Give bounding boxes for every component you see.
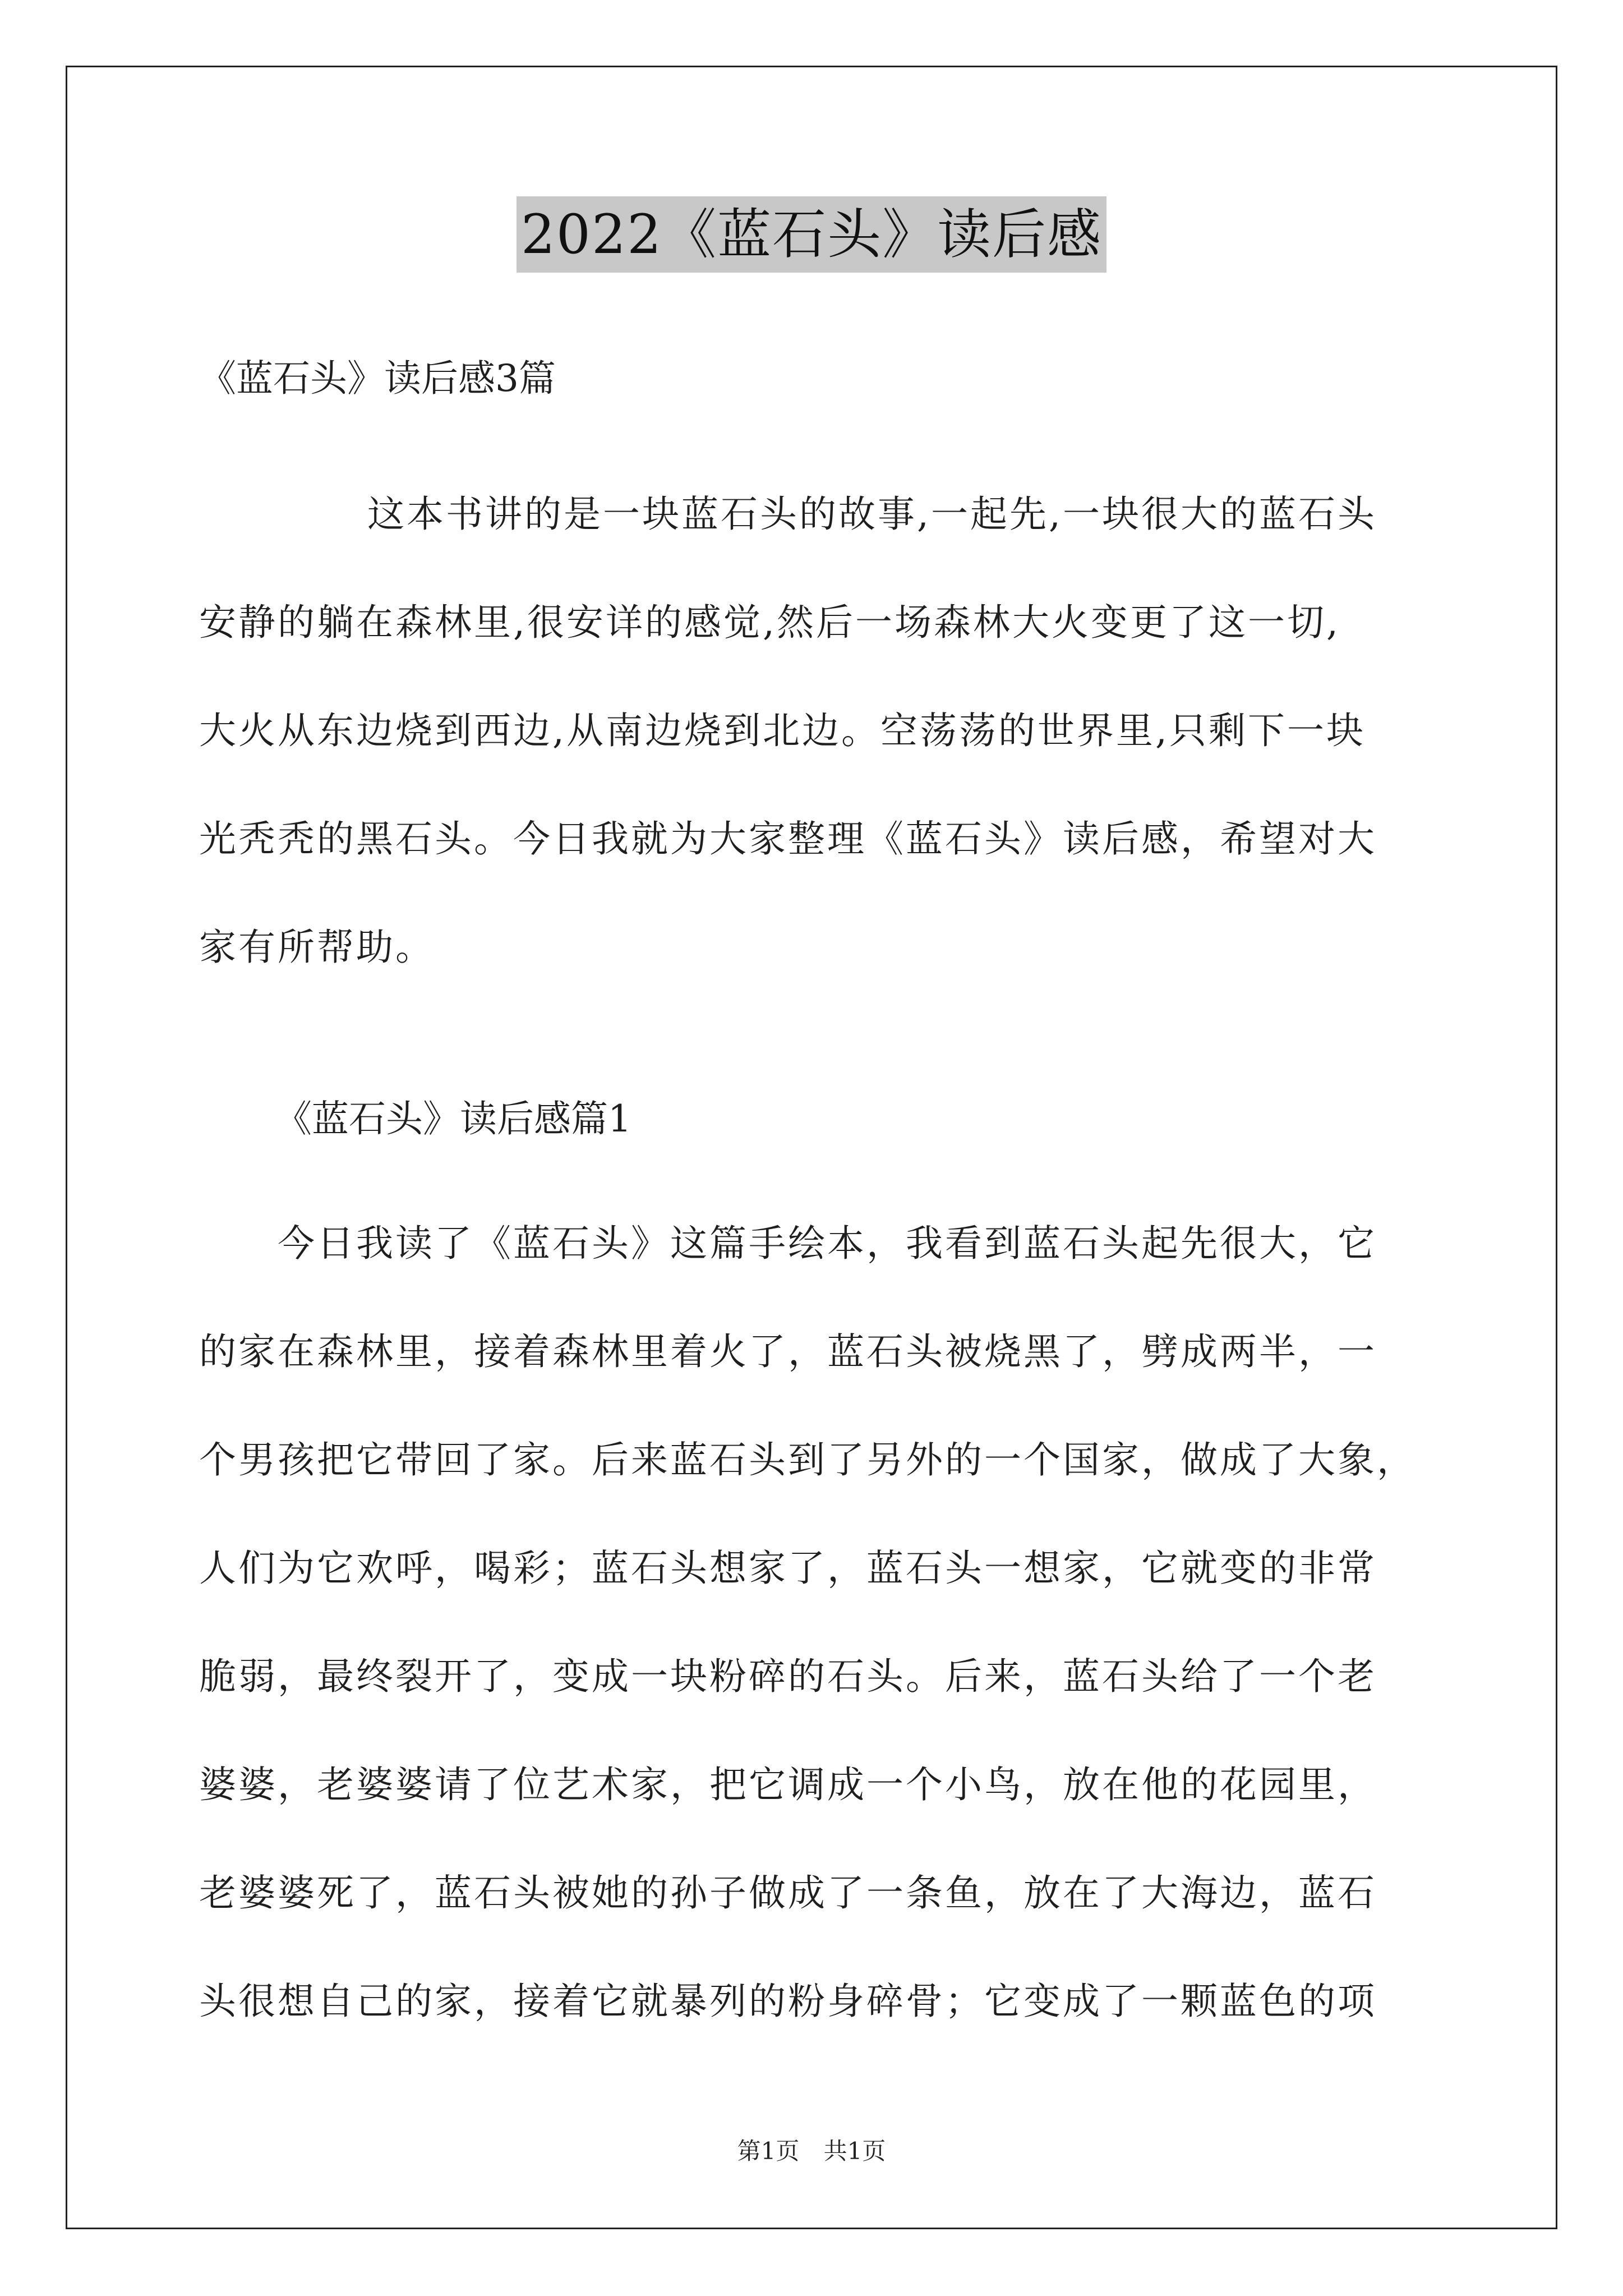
body-line: 的家在森林里，接着森林里着火了，蓝石头被烧黑了，劈成两半，一 — [199, 1330, 1377, 1373]
page-footer: 第1页 共1页 — [737, 2137, 886, 2165]
body-line: 脆弱，最终裂开了，变成一块粉碎的石头。后来，蓝石头给了一个老 — [199, 1655, 1377, 1698]
subtitle: 《蓝石头》读后感3篇 — [199, 357, 556, 400]
page-title: 2022《蓝石头》读后感 — [517, 196, 1106, 273]
intro-line: 安静的躺在森林里,很安详的感觉,然后一场森林大火变更了这一切, — [199, 601, 1340, 644]
body-line: 今日我读了《蓝石头》这篇手绘本，我看到蓝石头起先很大，它 — [278, 1222, 1377, 1265]
title-container — [0, 196, 1623, 273]
intro-paragraph — [199, 460, 1427, 1001]
body-line: 人们为它欢呼，喝彩；蓝石头想家了，蓝石头一想家，它就变的非常 — [199, 1547, 1377, 1590]
intro-line: 大火从东边烧到西边,从南边烧到北边。空荡荡的世界里,只剩下一块 — [199, 709, 1366, 752]
body-line: 婆婆，老婆婆请了位艺术家，把它调成一个小鸟，放在他的花园里， — [199, 1763, 1377, 1806]
intro-line: 光秃秃的黑石头。今日我就为大家整理《蓝石头》读后感，希望对大 — [199, 817, 1377, 861]
body-line: 个男孩把它带回了家。后来蓝石头到了另外的一个国家，做成了大象， — [199, 1438, 1416, 1481]
intro-line: 家有所帮助。 — [199, 926, 435, 969]
section-heading: 《蓝石头》读后感篇1 — [275, 1097, 631, 1140]
intro-line: 这本书讲的是一块蓝石头的故事,一起先,一块很大的蓝石头 — [367, 493, 1377, 536]
body-line: 老婆婆死了，蓝石头被她的孙子做成了一条鱼，放在了大海边，蓝石 — [199, 1871, 1377, 1915]
body-paragraph — [199, 1189, 1427, 2055]
body-line: 头很想自己的家，接着它就暴列的粉身碎骨；它变成了一颗蓝色的项 — [199, 1980, 1377, 2023]
